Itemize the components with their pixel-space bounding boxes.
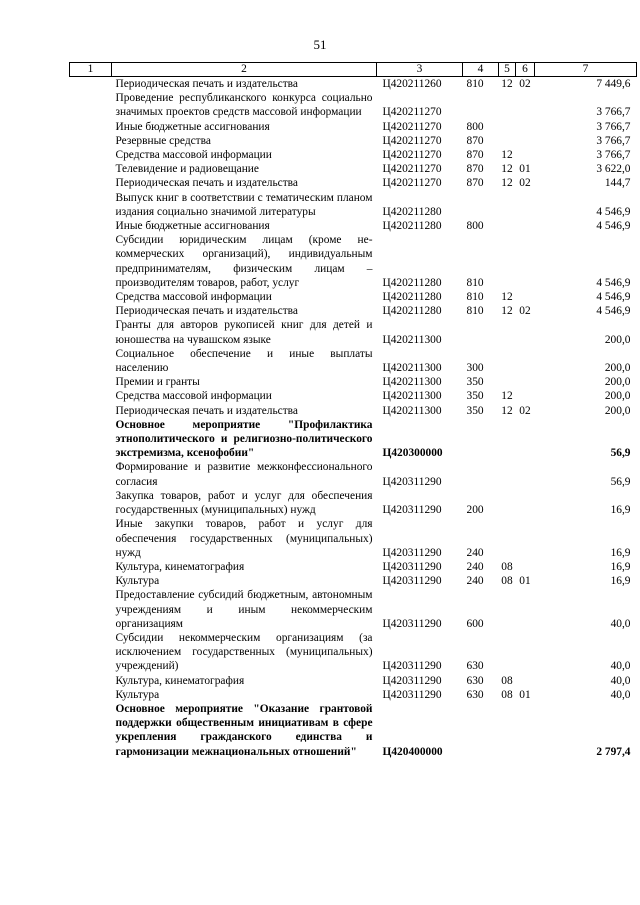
row-amount-cell: 200,0 [604, 390, 631, 403]
row-subsection-cell: 02 [519, 305, 531, 318]
row-code-cell: Ц420311290 [382, 660, 442, 673]
row-subsection-cell [516, 347, 535, 375]
row-name-cell: Основное мероприятие "Оказание грантовой поддержки общественным инициативам в сфере укрепления гражданского единства и гармонизации межнациональных отношений" [115, 702, 373, 758]
row-number-cell [70, 233, 112, 290]
row-amount-cell: 56,9 [610, 475, 631, 488]
row-type-cell: 800 [466, 220, 484, 233]
table-row [70, 290, 637, 304]
table-row [70, 404, 637, 418]
table-body [70, 77, 637, 759]
row-amount-cell: 2 797,4 [596, 745, 631, 758]
row-code-cell: Ц420211300 [382, 376, 442, 389]
row-section-cell: 12 [501, 305, 513, 318]
row-code-cell: Ц420311290 [382, 504, 442, 517]
table-row [70, 134, 637, 148]
row-name-cell: Культура, кинематография [115, 674, 245, 687]
row-amount-cell: 4 546,9 [596, 205, 631, 218]
row-subsection-cell: 02 [519, 404, 531, 417]
row-name-cell: Гранты для авторов рукописей книг для детей и юношества на чувашском языке [115, 319, 373, 346]
row-subsection-cell: 01 [519, 163, 531, 176]
row-subsection-cell [516, 460, 535, 488]
row-name-cell: Основное мероприятие "Профилактика этнополитического и религиозно-политического экстремизма, ксенофобии" [115, 418, 373, 460]
row-name-cell: Предоставление субсидий бюджетным, автономным учреждениям и иным некоммерческим организациям [115, 589, 373, 630]
row-subsection-cell [516, 120, 535, 134]
table-row [70, 631, 637, 674]
row-type-cell: 800 [466, 120, 484, 133]
row-number-cell [70, 134, 112, 148]
row-number-cell [70, 460, 112, 488]
row-number-cell [70, 404, 112, 418]
row-subsection-cell: 01 [519, 688, 531, 701]
row-name-cell: Субсидии некоммерческим организациям (за исключением государственных (муниципальных) учреждений) [115, 631, 373, 673]
row-amount-cell: 200,0 [604, 362, 631, 375]
row-number-cell [70, 191, 112, 219]
row-subsection-cell [516, 375, 535, 389]
row-type-cell [463, 460, 499, 488]
row-subsection-cell [516, 219, 535, 233]
row-number-cell [70, 560, 112, 574]
row-code-cell: Ц420211270 [382, 163, 442, 176]
row-amount-cell: 3 766,7 [596, 134, 631, 147]
row-code-cell: Ц420211270 [382, 106, 442, 119]
table-row [70, 148, 637, 162]
row-subsection-cell [516, 560, 535, 574]
row-name-cell: Выпуск книг в соответствии с тематическим планом издания социально значимой литературы [115, 191, 373, 218]
table-row [70, 162, 637, 176]
row-type-cell: 870 [466, 177, 484, 190]
row-amount-cell: 3 766,7 [596, 120, 631, 133]
row-type-cell [463, 702, 499, 759]
row-code-cell: Ц420400000 [382, 745, 443, 758]
row-type-cell: 810 [466, 291, 484, 304]
row-number-cell [70, 318, 112, 346]
row-number-cell [70, 77, 112, 92]
row-subsection-cell [516, 191, 535, 219]
row-amount-cell: 4 546,9 [596, 276, 631, 289]
row-code-cell: Ц420211280 [382, 220, 442, 233]
row-section-cell [499, 517, 516, 560]
row-section-cell [499, 191, 516, 219]
row-code-cell: Ц420211300 [382, 333, 442, 346]
row-number-cell [70, 347, 112, 375]
row-subsection-cell [516, 489, 535, 517]
row-number-cell [70, 176, 112, 190]
row-amount-cell: 3 622,0 [596, 163, 631, 176]
row-subsection-cell [516, 91, 535, 119]
row-code-cell: Ц420211300 [382, 404, 442, 417]
row-code-cell: Ц420211300 [382, 390, 442, 403]
page-number: 51 [313, 37, 327, 52]
row-type-cell [463, 91, 499, 119]
row-code-cell: Ц420311290 [382, 560, 442, 573]
row-amount-cell: 4 546,9 [596, 305, 631, 318]
table-row [70, 120, 637, 134]
row-type-cell: 810 [466, 276, 484, 289]
row-number-cell [70, 91, 112, 119]
row-name-cell: Социальное обеспечение и иные выплаты населению [115, 347, 373, 375]
column-header-3: 3 [377, 63, 463, 77]
row-section-cell: 12 [501, 149, 513, 162]
row-name-cell: Культура [115, 575, 160, 588]
row-amount-cell: 40,0 [610, 688, 631, 701]
row-subsection-cell [516, 418, 535, 461]
row-amount-cell: 56,9 [610, 447, 631, 460]
row-amount-cell: 3 766,7 [596, 149, 631, 162]
row-number-cell [70, 219, 112, 233]
row-code-cell: Ц420311290 [382, 575, 442, 588]
table-row [70, 489, 637, 517]
row-code-cell: Ц420211270 [382, 149, 442, 162]
row-name-cell: Телевидение и радиовещание [115, 163, 259, 176]
row-section-cell: 08 [501, 688, 513, 701]
row-section-cell: 08 [501, 575, 513, 588]
row-amount-cell: 200,0 [604, 333, 631, 346]
row-number-cell [70, 389, 112, 403]
row-type-cell: 240 [466, 560, 484, 573]
row-amount-cell: 40,0 [610, 660, 631, 673]
row-section-cell [499, 418, 516, 461]
row-type-cell: 300 [466, 362, 484, 375]
row-subsection-cell [516, 588, 535, 631]
row-code-cell: Ц420311290 [382, 674, 442, 687]
row-type-cell: 810 [466, 78, 484, 90]
row-name-cell: Иные закупки товаров, работ и услуг для обеспечения государственных (муниципальных) нужд [115, 518, 373, 559]
row-section-cell [499, 318, 516, 346]
row-type-cell: 870 [466, 149, 484, 162]
row-type-cell: 870 [466, 163, 484, 176]
row-type-cell: 240 [466, 546, 484, 559]
row-section-cell [499, 134, 516, 148]
row-name-cell: Культура, кинематография [115, 560, 245, 573]
column-header-4: 4 [463, 63, 499, 77]
row-amount-cell: 40,0 [610, 674, 631, 687]
row-amount-cell: 16,9 [610, 504, 631, 517]
row-code-cell: Ц420211280 [382, 276, 442, 289]
row-number-cell [70, 688, 112, 702]
row-section-cell: 12 [501, 163, 513, 176]
row-code-cell: Ц420211270 [382, 177, 442, 190]
table-row [70, 318, 637, 346]
row-subsection-cell [516, 674, 535, 688]
row-section-cell [499, 588, 516, 631]
row-code-cell: Ц420211280 [382, 291, 442, 304]
row-type-cell: 350 [466, 376, 484, 389]
row-name-cell: Резервные средства [115, 134, 211, 147]
row-section-cell [499, 219, 516, 233]
row-code-cell: Ц420211280 [382, 205, 442, 218]
row-type-cell [463, 318, 499, 346]
table-row [70, 389, 637, 403]
table-row [70, 176, 637, 190]
row-section-cell [499, 91, 516, 119]
row-type-cell: 630 [466, 660, 484, 673]
row-subsection-cell: 02 [519, 78, 531, 90]
row-type-cell: 350 [466, 390, 484, 403]
row-name-cell: Средства массовой информации [115, 291, 272, 304]
row-amount-cell: 16,9 [610, 546, 631, 559]
row-number-cell [70, 631, 112, 674]
row-name-cell: Премии и гранты [115, 376, 200, 389]
row-code-cell: Ц420211260 [382, 78, 442, 90]
row-number-cell [70, 120, 112, 134]
table-row [70, 91, 637, 119]
table-row [70, 674, 637, 688]
table-row [70, 460, 637, 488]
row-type-cell: 810 [466, 305, 484, 318]
row-subsection-cell [516, 702, 535, 759]
row-amount-cell: 16,9 [610, 560, 631, 573]
table-row [70, 560, 637, 574]
row-code-cell: Ц420211270 [382, 120, 442, 133]
row-number-cell [70, 290, 112, 304]
row-name-cell: Периодическая печать и издательства [115, 78, 298, 90]
table-row [70, 375, 637, 389]
column-header-2: 2 [112, 63, 377, 77]
row-number-cell [70, 304, 112, 318]
row-section-cell: 12 [501, 177, 513, 190]
row-code-cell: Ц420300000 [382, 447, 443, 460]
row-subsection-cell [516, 631, 535, 674]
row-name-cell: Культура [115, 688, 160, 701]
row-section-cell [499, 631, 516, 674]
row-amount-cell: 40,0 [610, 617, 631, 630]
row-subsection-cell: 01 [519, 575, 531, 588]
row-number-cell [70, 588, 112, 631]
row-type-cell: 200 [466, 504, 484, 517]
row-amount-cell: 16,9 [610, 575, 631, 588]
row-amount-cell: 4 546,9 [596, 291, 631, 304]
row-section-cell [499, 120, 516, 134]
row-number-cell [70, 162, 112, 176]
row-name-cell: Периодическая печать и издательства [115, 404, 298, 417]
row-code-cell: Ц420311290 [382, 617, 442, 630]
row-name-cell: Проведение республиканского конкурса социально значимых проектов средств массовой информации [115, 92, 373, 119]
row-name-cell: Иные бюджетные ассигнования [115, 220, 270, 233]
row-type-cell: 630 [466, 688, 484, 701]
table-row [70, 688, 637, 702]
row-section-cell: 12 [501, 404, 513, 417]
table-row [70, 233, 637, 290]
row-name-cell: Субсидии юридическим лицам (кроме некоммерческих организаций), индивидуальным предпринимателям, физическим лицам – производителям товаров, работ, услуг [115, 234, 373, 289]
table-header [70, 63, 637, 77]
row-section-cell [499, 702, 516, 759]
table-row [70, 517, 637, 560]
row-type-cell [463, 191, 499, 219]
row-name-cell: Средства массовой информации [115, 149, 272, 162]
row-section-cell: 12 [501, 291, 513, 304]
row-subsection-cell [516, 233, 535, 290]
table-row [70, 219, 637, 233]
row-subsection-cell: 02 [519, 177, 531, 190]
row-code-cell: Ц420211270 [382, 134, 442, 147]
row-section-cell: 08 [501, 560, 513, 573]
row-type-cell: 600 [466, 617, 484, 630]
header-row [70, 63, 637, 77]
table-row [70, 77, 637, 92]
row-amount-cell: 3 766,7 [596, 106, 631, 119]
row-type-cell [463, 418, 499, 461]
row-name-cell: Формирование и развитие межконфессионального согласия [115, 461, 373, 488]
row-subsection-cell [516, 290, 535, 304]
row-number-cell [70, 702, 112, 759]
row-subsection-cell [516, 389, 535, 403]
table-row [70, 347, 637, 375]
row-code-cell: Ц420311290 [382, 546, 442, 559]
row-number-cell [70, 517, 112, 560]
row-name-cell: Средства массовой информации [115, 390, 272, 403]
row-type-cell: 870 [466, 134, 484, 147]
row-type-cell: 240 [466, 575, 484, 588]
row-name-cell: Закупка товаров, работ и услуг для обеспечения государственных (муниципальных) нужд [115, 489, 373, 517]
row-subsection-cell [516, 148, 535, 162]
row-number-cell [70, 375, 112, 389]
row-section-cell: 12 [501, 390, 513, 403]
row-section-cell: 12 [501, 78, 513, 90]
table-row [70, 191, 637, 219]
row-subsection-cell [516, 134, 535, 148]
row-type-cell: 350 [466, 404, 484, 417]
row-section-cell [499, 460, 516, 488]
row-section-cell [499, 233, 516, 290]
row-amount-cell: 200,0 [604, 376, 631, 389]
table-row [70, 588, 637, 631]
row-name-cell: Периодическая печать и издательства [115, 177, 298, 190]
table-row [70, 418, 637, 461]
column-header-6: 6 [516, 63, 535, 77]
row-section-cell [499, 489, 516, 517]
column-header-7: 7 [535, 63, 637, 77]
table-row [70, 702, 637, 759]
row-amount-cell: 4 546,9 [596, 220, 631, 233]
row-number-cell [70, 148, 112, 162]
row-code-cell: Ц420211280 [382, 305, 442, 318]
row-name-cell: Периодическая печать и издательства [115, 305, 298, 318]
row-amount-cell: 7 449,6 [596, 78, 631, 90]
budget-table [69, 62, 637, 759]
row-amount-cell: 200,0 [604, 404, 631, 417]
table-row [70, 574, 637, 588]
row-section-cell: 08 [501, 674, 513, 687]
row-number-cell [70, 418, 112, 461]
row-section-cell [499, 375, 516, 389]
row-subsection-cell [516, 517, 535, 560]
column-header-5: 5 [499, 63, 516, 77]
row-number-cell [70, 489, 112, 517]
row-number-cell [70, 574, 112, 588]
row-code-cell: Ц420311290 [382, 475, 442, 488]
row-section-cell [499, 347, 516, 375]
row-code-cell: Ц420211300 [382, 362, 442, 375]
row-name-cell: Иные бюджетные ассигнования [115, 120, 270, 133]
table-row [70, 304, 637, 318]
row-amount-cell: 144,7 [604, 177, 631, 190]
row-type-cell: 630 [466, 674, 484, 687]
row-code-cell: Ц420311290 [382, 688, 442, 701]
column-header-1: 1 [70, 63, 112, 77]
row-subsection-cell [516, 318, 535, 346]
row-number-cell [70, 674, 112, 688]
